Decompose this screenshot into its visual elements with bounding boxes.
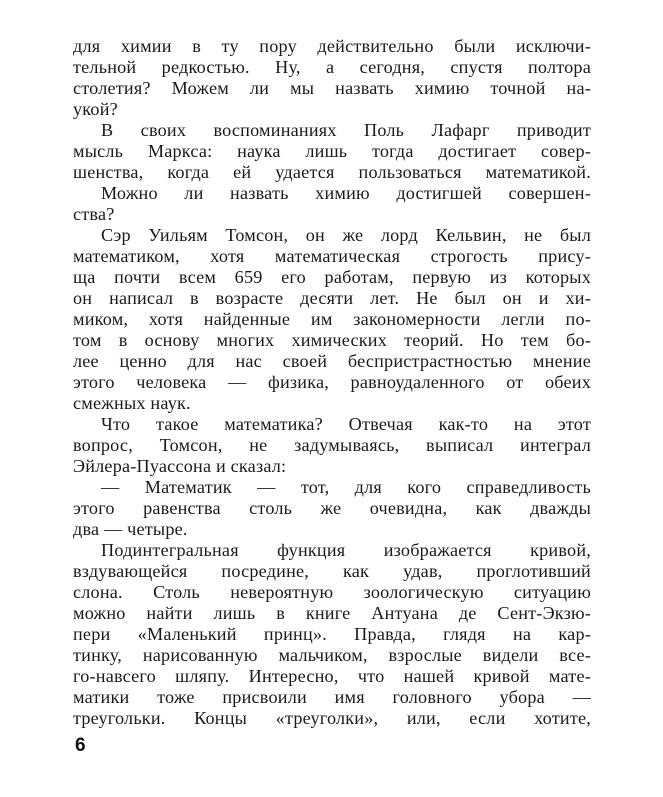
paragraph [73, 540, 591, 729]
text-line: этого равенства столь же очевидна, как дважды [73, 498, 591, 518]
paragraph [73, 36, 591, 120]
text-line: тельной редкостью. Ну, а сегодня, спустя полтора [73, 57, 591, 77]
text-line: ща почти всем 659 его работам, первую из которых [73, 267, 591, 287]
text-line: ства? [73, 204, 115, 224]
text-line: лее ценно для нас своей беспристрастностью мнение [73, 351, 591, 371]
paragraph [73, 120, 591, 183]
text-line: том в основу многих химических теорий. Но тем бо- [73, 330, 591, 350]
text-line: укой? [73, 99, 118, 119]
text-line: для химии в ту пору действительно были исключи- [73, 36, 591, 56]
page-number: 6 [75, 735, 86, 756]
text-line: Подинтегральная функция изображается кривой, [101, 540, 591, 560]
text-line: пери «Маленький принц». Правда, глядя на кар- [73, 624, 591, 644]
text-line: матики тоже присвоили имя головного убора — [73, 687, 591, 707]
text-line: смежных наук. [73, 393, 191, 413]
text-line: Можно ли назвать химию достигшей совершен- [101, 183, 591, 203]
text-line: этого человека — физика, равноудаленного от обеих [73, 372, 591, 392]
text-line: го-навсего шляпу. Интересно, что нашей кривой мате- [73, 666, 591, 686]
text-line: Сэр Уильям Томсон, он же лорд Кельвин, не был [101, 225, 591, 245]
text-line: В своих воспоминаниях Поль Лафарг приводит [101, 120, 591, 140]
text-line: вздувающейся посредине, как удав, проглотивший [73, 561, 591, 581]
text-line: — Математик — тот, для кого справедливость [101, 477, 591, 497]
text-line: тинку, нарисованную мальчиком, взрослые видели все- [73, 645, 591, 665]
text-line: слона. Столь невероятную зоологическую ситуацию [73, 582, 591, 602]
text-line: мысль Маркса: наука лишь тогда достигает совер- [73, 141, 591, 161]
text-line: математиком, хотя математическая строгость прису- [73, 246, 591, 266]
paragraph [73, 414, 591, 477]
text-line: столетия? Можем ли мы назвать химию точной на- [73, 78, 591, 98]
text-line: шенства, когда ей удается пользоваться математикой. [73, 162, 591, 182]
text-line: миком, хотя найденные им закономерности легли по- [73, 309, 591, 329]
text-line: можно найти лишь в книге Антуана де Сент-Экзю- [73, 603, 591, 623]
text-line: Что такое математика? Отвечая как-то на этот [101, 414, 591, 434]
text-line: Эйлера-Пуассона и сказал: [73, 456, 287, 476]
paragraph [73, 477, 591, 540]
paragraph [73, 225, 591, 414]
text-line: он написал в возрасте десяти лет. Не был он и хи- [73, 288, 591, 308]
paragraph [73, 183, 591, 225]
text-line: вопрос, Томсон, не задумываясь, выписал интеграл [73, 435, 591, 455]
text-line: треугольки. Концы «треуголки», или, если хотите, [73, 708, 591, 728]
text-line: два — четыре. [73, 519, 188, 539]
page-body [73, 36, 591, 729]
